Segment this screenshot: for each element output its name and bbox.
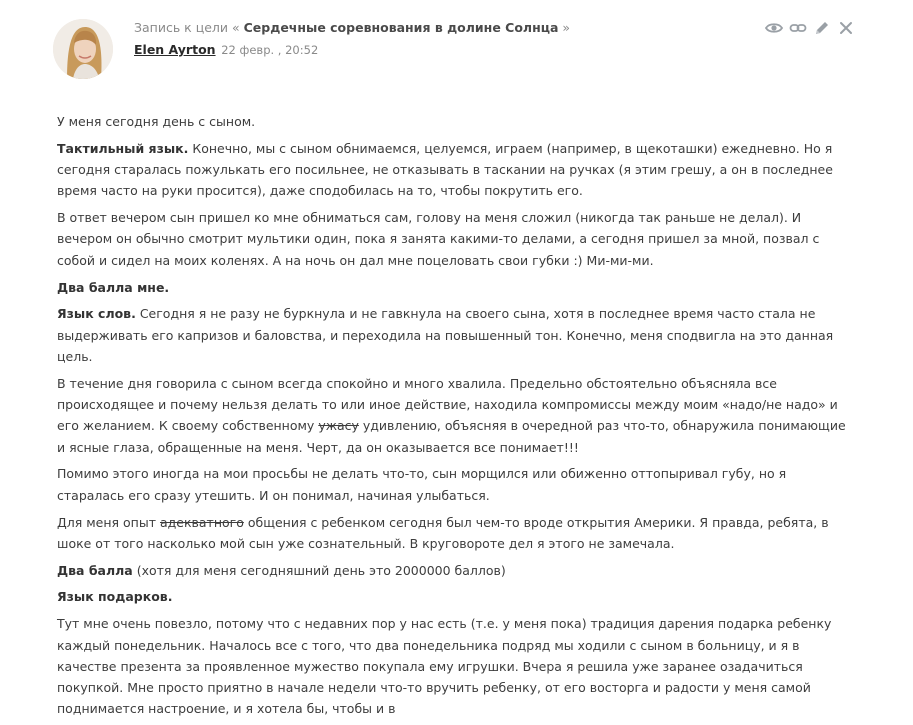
paragraph bbox=[57, 303, 847, 367]
section-heading: Язык подарков. bbox=[57, 589, 173, 605]
strikethrough-text: ужасу bbox=[318, 418, 359, 434]
section-heading: Тактильный язык. bbox=[57, 140, 189, 156]
paragraph-text: (хотя для меня сегодняшний день это 2000000 баллов) bbox=[132, 562, 506, 578]
paragraph bbox=[57, 277, 847, 298]
goal-line bbox=[134, 19, 774, 37]
link-icon bbox=[789, 19, 807, 37]
paragraph: Помимо этого иногда на мои просьбы не делать что-то, сын морщился или обиженно оттопыривал губу, но я старалась его сразу утешить. И он понимал, начиная улыбаться. bbox=[57, 466, 787, 503]
eye-icon bbox=[765, 19, 783, 37]
paragraph-text: В течение дня говорила с сыном всегда спокойно и много хвалила. Предельно обстоятельно объясняла все происходящее и почему нельзя делать то или иное действие, находила компромиссы между моим «надо/не надо» и его желанием. К своему собственному bbox=[57, 375, 838, 434]
paragraph-text: общения с ребенком сегодня был чем-то вроде открытия Америки. Я правда, ребята, в шоке от того насколько мой сын уже сознательный. В круговороте дел я этого не замечала. bbox=[57, 514, 829, 551]
view-button[interactable] bbox=[764, 18, 783, 37]
author-line bbox=[134, 42, 774, 57]
score-text: Два балла bbox=[57, 562, 133, 578]
post-meta bbox=[134, 19, 774, 57]
paragraph bbox=[57, 586, 847, 607]
goal-suffix: » bbox=[562, 20, 571, 35]
paragraph bbox=[57, 560, 847, 581]
close-icon bbox=[837, 19, 855, 37]
edit-button[interactable] bbox=[812, 18, 831, 37]
copy-link-button[interactable] bbox=[788, 18, 807, 37]
goal-prefix: Запись к цели « bbox=[134, 20, 240, 35]
strikethrough-text: адекватного bbox=[159, 514, 244, 530]
author-link[interactable]: Elen Ayrton bbox=[134, 42, 216, 57]
paragraph: У меня сегодня день с сыном. bbox=[57, 114, 256, 129]
goal-link[interactable]: Сердечные соревнования в долине Солнца bbox=[243, 20, 559, 35]
avatar-photo bbox=[53, 19, 113, 79]
avatar[interactable] bbox=[53, 19, 113, 79]
paragraph-text: Конечно, мы с сыном обнимаемся, целуемся, играем (например, в щекоташки) ежедневно. Но я сегодня старалась пожулькать его посильнее, не отказывать в таскании на ручках (я этим грешу, а он в последнее время часто на руки просится), даже сподобилась на то, чтобы покрутить его. bbox=[57, 140, 833, 199]
paragraph bbox=[57, 138, 847, 202]
score-text: Два балла мне. bbox=[57, 279, 170, 295]
paragraph: В ответ вечером сын пришел ко мне обниматься сам, голову на меня сложил (никогда так раньше не делал). И вечером он обычно смотрит мультики один, пока я занята какими-то делами, а сегодня пришел за мной, позвал с собой и сидел на моих коленях. А на ночь он дал мне поцеловать свои губки :) Ми-ми-ми. bbox=[57, 210, 820, 268]
pencil-icon bbox=[813, 19, 831, 37]
section-heading: Язык слов. bbox=[57, 306, 136, 322]
paragraph: Тут мне очень повезло, потому что с недавних пор у нас есть (т.е. у меня пока) традиция дарения подарка ребенку каждый понедельник. Началось все с того, что два понедельника подряд мы ходили с сыном в больницу, и я в качестве презента за проявленное мужество покупала ему игрушки. Вчера я решила уже заранее озадачиться покупкой. Мне просто приятно в начале недели что-то вручить ребенку, от его восторга и радости у меня самой поднимается настроение, и я хотела бы, чтобы и в bbox=[57, 616, 832, 717]
paragraph bbox=[57, 373, 847, 458]
paragraph-text: Для меня опыт bbox=[57, 514, 160, 530]
post-actions bbox=[764, 18, 855, 37]
paragraph bbox=[57, 512, 847, 555]
paragraph-text: Сегодня я не разу не буркнула и не гавкнула на своего сына, хотя в последнее время часто стала не выдерживать его капризов и баловства, и переходила на повышенный тон. Конечно, меня сподвигла на это данная цель. bbox=[57, 306, 834, 364]
post-date: 22 февр. , 20:52 bbox=[221, 43, 319, 57]
paragraph-text: удивлению, объясняя в очередной раз что-то, обнаружила понимающие и ясные глаза, обращенные на меня. Черт, да он оказывается все понимает!!! bbox=[57, 418, 846, 455]
post-content bbox=[57, 111, 847, 725]
close-button[interactable] bbox=[836, 18, 855, 37]
